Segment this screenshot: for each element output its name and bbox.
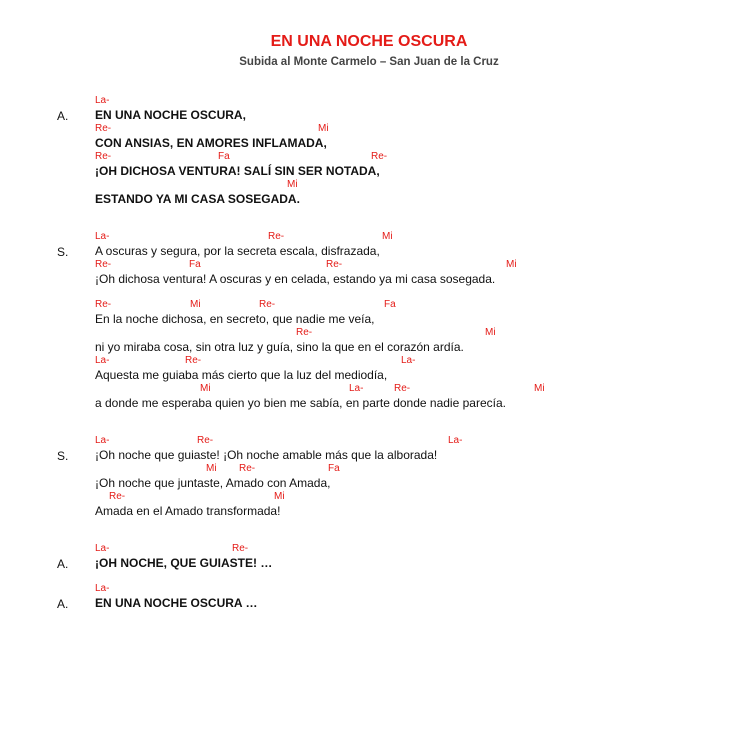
chord: Re- — [371, 151, 388, 162]
chord: Mi — [506, 259, 517, 270]
lyric-line: EN UNA NOCHE OSCURA, — [95, 108, 246, 122]
song-subtitle: Subida al Monte Carmelo – San Juan de la Cruz — [239, 56, 499, 68]
lyric-line: ni yo miraba cosa, sin otra luz y guía, sino la que en el corazón ardía. — [95, 340, 464, 354]
lyric-line: a donde me esperaba quien yo bien me sabía, en parte donde nadie parecía. — [95, 396, 506, 410]
section-label: S. — [57, 245, 69, 259]
chord: La- — [95, 543, 110, 554]
section-label: A. — [57, 109, 69, 123]
chord: Re- — [95, 151, 112, 162]
lyric-line: ¡OH DICHOSA VENTURA! SALÍ SIN SER NOTADA, — [95, 164, 380, 178]
chord: Mi — [190, 299, 201, 310]
chord: La- — [401, 355, 416, 366]
chord: Mi — [382, 231, 393, 242]
chord: Mi — [287, 179, 298, 190]
chord: La- — [95, 95, 110, 106]
chord: La- — [95, 435, 110, 446]
lyric-line: EN UNA NOCHE OSCURA … — [95, 596, 258, 610]
chord: Re- — [259, 299, 276, 310]
section-label: A. — [57, 557, 69, 571]
chord: La- — [448, 435, 463, 446]
chord: Re- — [394, 383, 411, 394]
lyric-line: En la noche dichosa, en secreto, que nadie me veía, — [95, 312, 375, 326]
chord: Re- — [185, 355, 202, 366]
section-label: S. — [57, 449, 69, 463]
chord: Re- — [95, 123, 112, 134]
chord: Re- — [239, 463, 256, 474]
chord: La- — [95, 231, 110, 242]
lyric-line: CON ANSIAS, EN AMORES INFLAMADA, — [95, 136, 327, 150]
song-title: EN UNA NOCHE OSCURA — [270, 33, 468, 50]
chord: Fa — [218, 151, 230, 162]
chord: Fa — [189, 259, 201, 270]
chord: Mi — [206, 463, 217, 474]
chord: Mi — [485, 327, 496, 338]
chord: Mi — [534, 383, 545, 394]
lyric-line: Aquesta me guiaba más cierto que la luz del mediodía, — [95, 368, 388, 382]
chord: Re- — [268, 231, 285, 242]
chord: Re- — [296, 327, 313, 338]
chord: Fa — [384, 299, 396, 310]
lyric-line: ¡Oh noche que juntaste, Amado con Amada, — [95, 476, 331, 490]
chord: Re- — [95, 259, 112, 270]
chord: Re- — [197, 435, 214, 446]
lyric-line: A oscuras y segura, por la secreta escala, disfrazada, — [95, 244, 380, 258]
lyric-line: ¡OH NOCHE, QUE GUIASTE! … — [95, 556, 273, 570]
chord: La- — [95, 583, 110, 594]
chord: Re- — [232, 543, 249, 554]
chord: Re- — [109, 491, 126, 502]
chord: La- — [349, 383, 364, 394]
chord: Re- — [326, 259, 343, 270]
chord: La- — [95, 355, 110, 366]
chord: Fa — [328, 463, 340, 474]
lyric-line: ¡Oh dichosa ventura! A oscuras y en celada, estando ya mi casa sosegada. — [95, 272, 496, 286]
lyric-line: Amada en el Amado transformada! — [95, 504, 281, 518]
lyric-line: ESTANDO YA MI CASA SOSEGADA. — [95, 192, 300, 206]
chord: Mi — [318, 123, 329, 134]
section-label: A. — [57, 597, 69, 611]
lyric-line: ¡Oh noche que guiaste! ¡Oh noche amable más que la alborada! — [95, 448, 438, 462]
chord: Mi — [200, 383, 211, 394]
chord: Re- — [95, 299, 112, 310]
chord: Mi — [274, 491, 285, 502]
